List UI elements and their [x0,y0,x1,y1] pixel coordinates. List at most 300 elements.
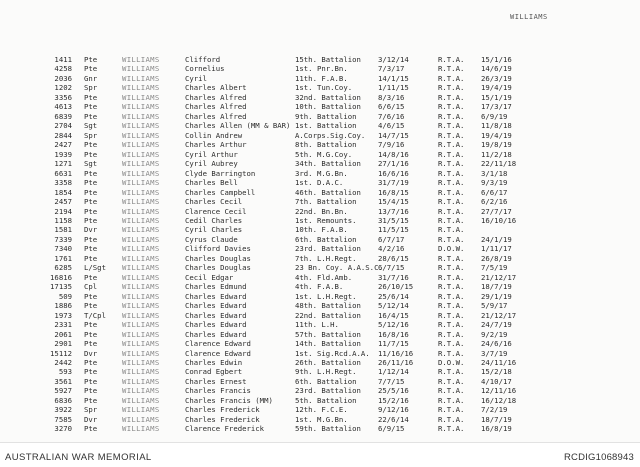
cell-fate-date: 6/9/19 [481,111,508,121]
cell-unit: 1st. Pnr.Bn. [295,64,348,74]
cell-rank: Pte [84,111,98,121]
cell-service-number: 16816 [50,272,72,282]
cell-surname: WILLIAMS [122,253,160,263]
cell-given-names: Clarence Edward [185,339,251,349]
cell-fate-date: 24/11/16 [481,358,517,367]
cell-enlistment-date: 7/7/15 [378,376,405,386]
cell-surname: WILLIAMS [122,348,160,358]
cell-given-names: Clyde Barrington [185,168,256,178]
cell-service-number: 1973 [54,310,72,320]
cell-fate-date: 18/7/19 [481,414,512,424]
cell-service-number: 15112 [50,348,72,358]
cell-rank: Pte [84,244,98,254]
cell-given-names: Charles Campbell [185,187,256,197]
cell-fate: R.T.A. [438,301,465,311]
cell-fate: R.T.A. [438,187,465,197]
cell-fate: R.T.A. [438,329,465,339]
table-row [0,396,640,405]
cell-fate-date: 15/1/16 [481,55,512,64]
cell-service-number: 2901 [54,339,72,349]
cell-given-names: Charles Cecil [185,197,243,207]
cell-unit: 15th. Battalion [295,55,361,64]
cell-unit: 26th. Battalion [295,358,361,367]
cell-unit: 4th. Fld.Amb. [295,272,353,282]
cell-enlistment-date: 14/8/16 [378,149,409,159]
cell-fate-date: 12/11/16 [481,386,517,396]
cell-fate-date: 15/1/19 [481,92,512,102]
cell-fate: R.T.A. [438,263,465,273]
cell-fate: R.T.A. [438,159,465,169]
cell-given-names: Charles Bell [185,178,238,188]
table-row [0,320,640,329]
cell-surname: WILLIAMS [122,130,160,140]
cell-surname: WILLIAMS [122,83,160,93]
cell-given-names: Clifford Davies [185,244,251,254]
table-row [0,244,640,253]
cell-service-number: 3270 [54,424,72,434]
table-row [0,207,640,216]
cell-rank: Pte [84,140,98,150]
cell-fate: R.T.A. [438,92,465,102]
cell-enlistment-date: 31/7/19 [378,178,409,188]
cell-given-names: Conrad Egbert [185,367,243,377]
table-row [0,83,640,92]
cell-surname: WILLIAMS [122,55,160,64]
cell-unit: A.Corps.Sig.Coy. [295,130,366,140]
cell-rank: Dvr [84,225,98,235]
cell-fate: R.T.A. [438,234,465,244]
cell-rank: Pte [84,206,98,216]
cell-enlistment-date: 4/2/16 [378,244,405,254]
table-row [0,216,640,225]
cell-rank: Spr [84,83,98,93]
cell-fate-date: 7/2/19 [481,405,508,415]
cell-enlistment-date: 1/12/14 [378,367,409,377]
cell-rank: Pte [84,320,98,330]
cell-enlistment-date: 6/6/15 [378,102,405,112]
cell-rank: Dvr [84,414,98,424]
cell-surname: WILLIAMS [122,329,160,339]
cell-surname: WILLIAMS [122,358,160,367]
cell-unit: 6th. Battalion [295,234,357,244]
cell-unit: 7th. L.H.Regt. [295,253,357,263]
cell-unit: 48th. Battalion [295,301,361,311]
cell-given-names: Charles Francis [185,386,251,396]
cell-rank: Pte [84,424,98,434]
table-row [0,150,640,159]
table-row [0,159,640,168]
cell-enlistment-date: 14/7/15 [378,130,409,140]
cell-surname: WILLIAMS [122,111,160,121]
cell-rank: Dvr [84,348,98,358]
cell-service-number: 2457 [54,197,72,207]
cell-surname: WILLIAMS [122,168,160,178]
cell-service-number: 1939 [54,149,72,159]
cell-surname: WILLIAMS [122,225,160,235]
cell-unit: 11th. L.H. [295,320,339,330]
cell-service-number: 3561 [54,376,72,386]
cell-fate: R.T.A. [438,395,465,405]
cell-service-number: 593 [58,367,72,377]
cell-surname: WILLIAMS [122,73,160,83]
cell-rank: Pte [84,102,98,112]
cell-fate: R.T.A. [438,121,465,131]
cell-enlistment-date: 11/7/15 [378,339,409,349]
cell-service-number: 3922 [54,405,72,415]
cell-given-names: Charles Edward [185,301,247,311]
cell-fate: R.T.A. [438,348,465,358]
cell-given-names: Charles Edward [185,291,247,301]
cell-enlistment-date: 27/1/16 [378,159,409,169]
cell-surname: WILLIAMS [122,376,160,386]
cell-unit: 34th. Battalion [295,159,361,169]
cell-rank: Cpl [84,282,98,292]
cell-enlistment-date: 9/12/16 [378,405,409,415]
table-row [0,178,640,187]
cell-service-number: 6285 [54,263,72,273]
cell-surname: WILLIAMS [122,102,160,112]
cell-fate: R.T.A. [438,414,465,424]
cell-fate: R.T.A. [438,206,465,216]
cell-enlistment-date: 5/12/14 [378,301,409,311]
cell-fate: R.T.A. [438,272,465,282]
cell-rank: Pte [84,386,98,396]
cell-fate-date: 3/1/18 [481,168,508,178]
cell-enlistment-date: 16/8/15 [378,187,409,197]
cell-unit: 1st. Tun.Coy. [295,83,353,93]
cell-enlistment-date: 5/12/16 [378,320,409,330]
cell-surname: WILLIAMS [122,301,160,311]
cell-rank: Sgt [84,121,98,131]
cell-fate: R.T.A. [438,310,465,320]
cell-enlistment-date: 1/11/15 [378,83,409,93]
cell-enlistment-date: 16/8/16 [378,329,409,339]
cell-given-names: Charles Edmund [185,282,247,292]
cell-enlistment-date: 31/5/15 [378,215,409,225]
cell-surname: WILLIAMS [122,405,160,415]
cell-fate-date: 4/10/17 [481,376,512,386]
cell-given-names: Charles Edwin [185,358,243,367]
cell-unit: 12th. F.C.E. [295,405,348,415]
table-row [0,415,640,424]
table-row [0,311,640,320]
cell-fate: R.T.A. [438,424,465,434]
cell-service-number: 2442 [54,358,72,367]
cell-given-names: Collin Andrew [185,130,243,140]
cell-rank: Pte [84,168,98,178]
cell-given-names: Charles Douglas [185,263,251,273]
table-row [0,235,640,244]
cell-surname: WILLIAMS [122,272,160,282]
cell-rank: Pte [84,395,98,405]
cell-unit: 46th. Battalion [295,187,361,197]
cell-unit: 23rd. Battalion [295,386,361,396]
table-row [0,140,640,149]
cell-given-names: Cedil Charles [185,215,243,225]
cell-enlistment-date: 6/7/15 [378,263,405,273]
table-row [0,64,640,73]
table-row [0,367,640,376]
cell-enlistment-date: 25/6/14 [378,291,409,301]
table-row [0,254,640,263]
table-row [0,330,640,339]
cell-service-number: 1581 [54,225,72,235]
cell-unit: 5th. Battalion [295,395,357,405]
cell-enlistment-date: 11/16/16 [378,348,414,358]
cell-given-names: Charles Edward [185,320,247,330]
cell-given-names: Cyril [185,73,207,83]
cell-rank: Pte [84,253,98,263]
archive-name: AUSTRALIAN WAR MEMORIAL [5,452,152,463]
cell-fate: R.T.A. [438,130,465,140]
cell-given-names: Charles Arthur [185,140,247,150]
table-row [0,263,640,272]
cell-surname: WILLIAMS [122,414,160,424]
cell-surname: WILLIAMS [122,64,160,74]
cell-given-names: Charles Edward [185,310,247,320]
cell-fate: R.T.A. [438,197,465,207]
cell-rank: Pte [84,92,98,102]
cell-fate: R.T.A. [438,367,465,377]
cell-unit: 9th. L.H.Regt. [295,367,357,377]
cell-fate: D.O.W. [438,244,465,254]
cell-given-names: Clarence Edward [185,348,251,358]
cell-enlistment-date: 4/6/15 [378,121,405,131]
cell-unit: 23 Bn. Coy. A.A.S.C. [295,263,383,273]
cell-fate: R.T.A. [438,149,465,159]
table-row [0,273,640,282]
cell-rank: Pte [84,149,98,159]
cell-service-number: 2704 [54,121,72,131]
cell-rank: Pte [84,234,98,244]
cell-service-number: 1411 [54,55,72,64]
cell-fate: R.T.A. [438,386,465,396]
cell-fate-date: 17/3/17 [481,102,512,112]
cell-service-number: 7585 [54,414,72,424]
cell-surname: WILLIAMS [122,206,160,216]
cell-given-names: Charles Alfred [185,111,247,121]
cell-rank: Pte [84,339,98,349]
cell-service-number: 17135 [50,282,72,292]
cell-rank: Pte [84,367,98,377]
cell-fate-date: 1/11/17 [481,244,512,254]
cell-enlistment-date: 7/3/17 [378,64,405,74]
cell-rank: Pte [84,358,98,367]
table-row [0,424,640,433]
table-row [0,349,640,358]
table-row [0,197,640,206]
cell-fate-date: 15/2/18 [481,367,512,377]
cell-rank: Pte [84,376,98,386]
cell-fate-date: 18/7/19 [481,282,512,292]
cell-unit: 1st. M.G.Bn. [295,414,348,424]
cell-surname: WILLIAMS [122,187,160,197]
cell-service-number: 3358 [54,178,72,188]
archive-reference: RCDIG1068943 [564,452,634,463]
cell-unit: 1st. D.A.C. [295,178,344,188]
cell-unit: 22nd. Bn.Bn. [295,206,348,216]
cell-service-number: 1271 [54,159,72,169]
cell-rank: Pte [84,291,98,301]
page-header-surname: WILLIAMS [510,13,548,21]
cell-unit: 1st. Sig.Rcd.A.A. [295,348,370,358]
cell-fate-date: 11/2/18 [481,149,512,159]
cell-fate-date: 6/6/17 [481,187,508,197]
cell-unit: 23rd. Battalion [295,244,361,254]
cell-fate-date: 21/12/17 [481,272,517,282]
cell-surname: WILLIAMS [122,178,160,188]
table-row [0,358,640,367]
cell-fate: R.T.A. [438,168,465,178]
cell-fate-date: 16/12/18 [481,395,517,405]
cell-given-names: Charles Douglas [185,253,251,263]
cell-service-number: 2061 [54,329,72,339]
cell-given-names: Charles Edward [185,329,247,339]
cell-fate-date: 21/12/17 [481,310,517,320]
cell-fate-date: 9/2/19 [481,329,508,339]
cell-surname: WILLIAMS [122,263,160,273]
table-row [0,188,640,197]
cell-enlistment-date: 6/9/15 [378,424,405,434]
cell-service-number: 2427 [54,140,72,150]
table-row [0,292,640,301]
cell-enlistment-date: 31/7/16 [378,272,409,282]
cell-fate: R.T.A. [438,320,465,330]
cell-surname: WILLIAMS [122,244,160,254]
cell-fate: R.T.A. [438,64,465,74]
cell-surname: WILLIAMS [122,149,160,159]
cell-enlistment-date: 26/10/15 [378,282,414,292]
cell-fate: R.T.A. [438,140,465,150]
nominal-roll-table [0,55,640,434]
cell-unit: 3rd. M.G.Bn. [295,168,348,178]
cell-enlistment-date: 8/3/16 [378,92,405,102]
cell-rank: Pte [84,329,98,339]
cell-surname: WILLIAMS [122,395,160,405]
table-row [0,55,640,64]
table-row [0,339,640,348]
cell-unit: 4th. F.A.B. [295,282,344,292]
cell-enlistment-date: 14/1/15 [378,73,409,83]
cell-service-number: 7339 [54,234,72,244]
cell-surname: WILLIAMS [122,159,160,169]
cell-fate: R.T.A. [438,253,465,263]
cell-enlistment-date: 7/6/16 [378,111,405,121]
cell-fate-date: 16/10/16 [481,215,517,225]
cell-fate: R.T.A. [438,102,465,112]
cell-surname: WILLIAMS [122,197,160,207]
cell-rank: T/Cpl [84,310,106,320]
cell-fate: R.T.A. [438,73,465,83]
cell-fate: D.O.W. [438,358,465,367]
cell-service-number: 2036 [54,73,72,83]
cell-surname: WILLIAMS [122,386,160,396]
cell-enlistment-date: 15/4/15 [378,197,409,207]
table-row [0,121,640,130]
cell-fate: R.T.A. [438,282,465,292]
table-row [0,169,640,178]
table-row [0,102,640,111]
table-row [0,131,640,140]
cell-rank: Spr [84,130,98,140]
archive-footer [0,442,640,467]
cell-fate-date: 19/8/19 [481,140,512,150]
cell-fate-date: 5/9/17 [481,301,508,311]
cell-rank: Pte [84,272,98,282]
cell-given-names: Cornelius [185,64,225,74]
cell-given-names: Charles Frederick [185,405,260,415]
cell-service-number: 1761 [54,253,72,263]
cell-fate-date: 26/3/19 [481,73,512,83]
cell-unit: 5th. M.G.Coy. [295,149,353,159]
cell-fate: R.T.A. [438,111,465,121]
cell-enlistment-date: 11/5/15 [378,225,409,235]
cell-service-number: 2844 [54,130,72,140]
cell-service-number: 7340 [54,244,72,254]
cell-fate-date: 11/8/18 [481,121,512,131]
cell-service-number: 6836 [54,395,72,405]
cell-fate-date: 7/5/19 [481,263,508,273]
cell-given-names: Cecil Edgar [185,272,234,282]
cell-given-names: Charles Alfred [185,92,247,102]
cell-service-number: 2331 [54,320,72,330]
cell-enlistment-date: 26/11/16 [378,358,414,367]
cell-service-number: 1158 [54,215,72,225]
cell-rank: Pte [84,55,98,64]
cell-rank: Pte [84,187,98,197]
cell-rank: Pte [84,215,98,225]
cell-unit: 9th. Battalion [295,111,357,121]
cell-service-number: 6631 [54,168,72,178]
cell-unit: 1st. Battalion [295,121,357,131]
cell-rank: L/Sgt [84,263,106,273]
cell-surname: WILLIAMS [122,92,160,102]
table-row [0,74,640,83]
table-row [0,377,640,386]
cell-given-names: Clifford [185,55,221,64]
cell-given-names: Charles Francis (MM) [185,395,273,405]
cell-fate-date: 3/7/19 [481,348,508,358]
cell-surname: WILLIAMS [122,282,160,292]
cell-given-names: Clarence Frederick [185,424,265,434]
cell-unit: 59th. Battalion [295,424,361,434]
cell-fate-date: 24/7/19 [481,320,512,330]
cell-enlistment-date: 3/12/14 [378,55,409,64]
cell-fate-date: 22/11/18 [481,159,517,169]
cell-fate: R.T.A. [438,291,465,301]
cell-unit: 10th. F.A.B. [295,225,348,235]
cell-given-names: Clarence Cecil [185,206,247,216]
cell-surname: WILLIAMS [122,291,160,301]
cell-surname: WILLIAMS [122,424,160,434]
cell-surname: WILLIAMS [122,215,160,225]
cell-service-number: 6839 [54,111,72,121]
cell-fate-date: 29/1/19 [481,291,512,301]
cell-surname: WILLIAMS [122,339,160,349]
cell-fate-date: 19/4/19 [481,83,512,93]
cell-fate-date: 24/6/16 [481,339,512,349]
cell-given-names: Cyrus Claude [185,234,238,244]
table-row [0,282,640,291]
cell-service-number: 5927 [54,386,72,396]
cell-fate: R.T.A. [438,83,465,93]
cell-fate: R.T.A. [438,215,465,225]
cell-fate-date: 19/4/19 [481,130,512,140]
table-row [0,405,640,414]
cell-fate-date: 27/7/17 [481,206,512,216]
cell-surname: WILLIAMS [122,310,160,320]
cell-fate: R.T.A. [438,55,465,64]
